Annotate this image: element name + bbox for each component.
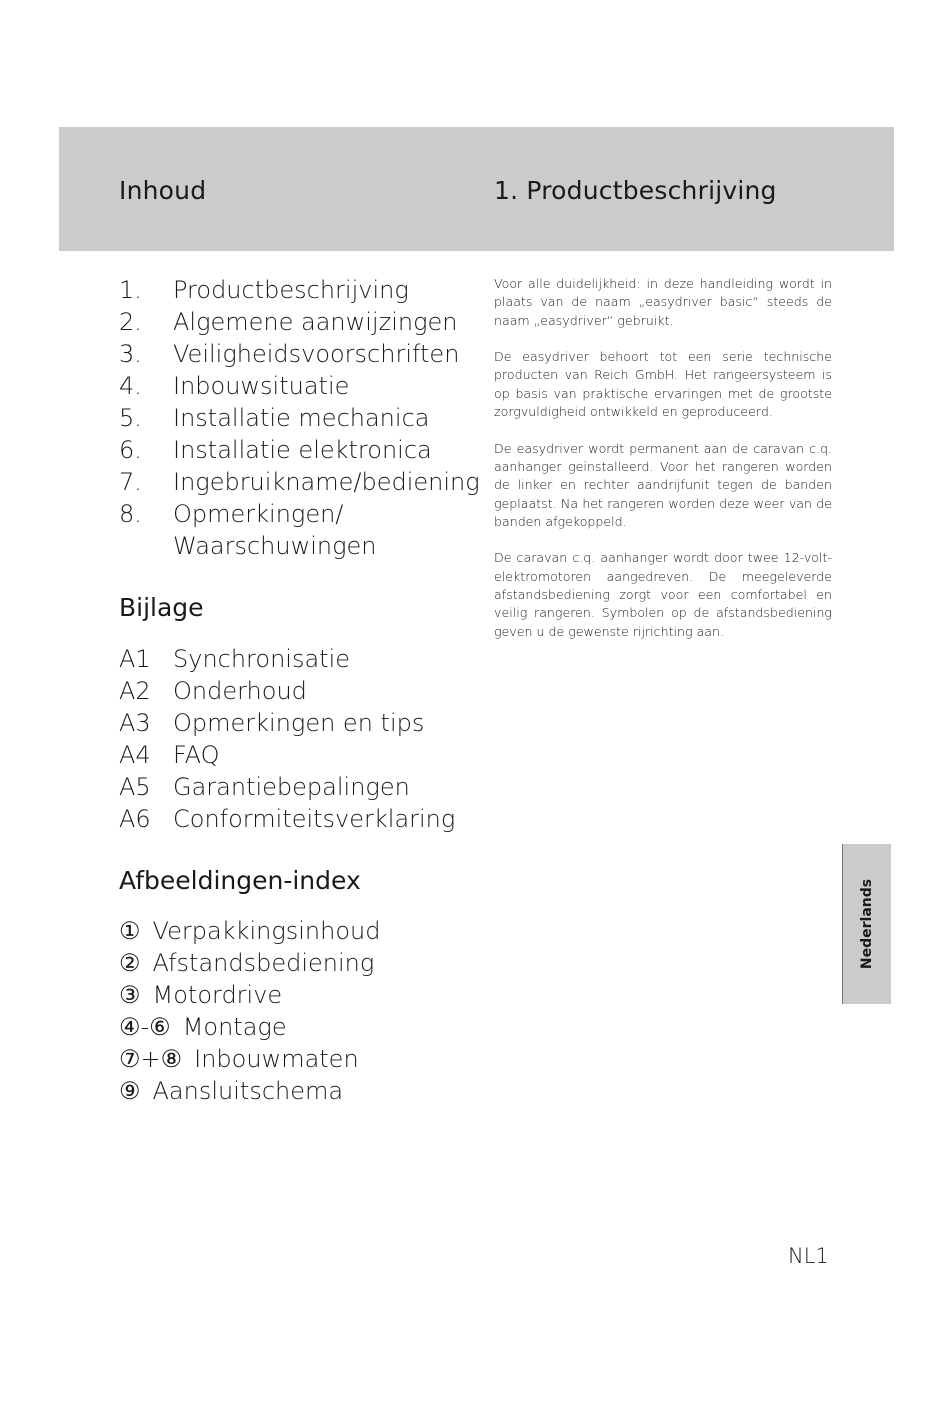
appendix-label: Garantiebepalingen bbox=[173, 773, 410, 801]
toc-number: 5. bbox=[119, 404, 142, 432]
figure-label: Montage bbox=[182, 1013, 287, 1041]
figure-item bbox=[119, 1075, 479, 1107]
figure-label: Afstandsbediening bbox=[152, 949, 375, 977]
figures-heading: Afbeeldingen-index bbox=[119, 866, 361, 895]
toc-item bbox=[119, 530, 479, 562]
toc-item bbox=[119, 466, 479, 498]
figure-number: ④-⑥ bbox=[119, 1013, 171, 1041]
toc-label: Installatie elektronica bbox=[173, 436, 432, 464]
figure-item bbox=[119, 1043, 479, 1075]
appendix-number: A1 bbox=[119, 645, 151, 673]
figure-label: Verpakkingsinhoud bbox=[152, 917, 381, 945]
appendix-list bbox=[119, 643, 479, 835]
toc-label: Waarschuwingen bbox=[173, 532, 377, 560]
toc-number: 3. bbox=[119, 340, 142, 368]
toc-label: Algemene aanwijzingen bbox=[173, 308, 458, 336]
product-description bbox=[494, 275, 832, 659]
toc-label: Ingebruikname/bediening bbox=[173, 468, 480, 496]
figure-item bbox=[119, 979, 479, 1011]
figure-label: Aansluitschema bbox=[152, 1077, 344, 1105]
appendix-item bbox=[119, 707, 479, 739]
appendix-heading: Bijlage bbox=[119, 593, 204, 622]
toc-label: Installatie mechanica bbox=[173, 404, 430, 432]
appendix-number: A4 bbox=[119, 741, 151, 769]
toc-number: 2. bbox=[119, 308, 142, 336]
toc-label: Veiligheidsvoorschriften bbox=[173, 340, 460, 368]
appendix-label: Opmerkingen en tips bbox=[173, 709, 425, 737]
appendix-label: Onderhoud bbox=[173, 677, 307, 705]
figure-label: Inbouwmaten bbox=[194, 1045, 359, 1073]
appendix-label: FAQ bbox=[173, 741, 220, 769]
page-number: NL1 bbox=[788, 1244, 829, 1268]
toc-item bbox=[119, 370, 479, 402]
toc-item bbox=[119, 434, 479, 466]
toc-item bbox=[119, 274, 479, 306]
figure-number: ⑨ bbox=[119, 1077, 141, 1105]
appendix-item bbox=[119, 675, 479, 707]
table-of-contents bbox=[119, 274, 479, 562]
appendix-item bbox=[119, 803, 479, 835]
language-tab bbox=[842, 844, 891, 1004]
figure-number: ② bbox=[119, 949, 141, 977]
body-paragraph: De caravan c.q. aanhanger wordt door twee 12-volt-elektromotoren aangedreven. De meegeleverde afstandsbediening zorgt voor een comfortabel en veilig rangeren. Symbolen op de afstandsbediening geven u de gewenste rijrichting aan. bbox=[494, 550, 832, 639]
figure-item bbox=[119, 947, 479, 979]
section-title: 1. Productbeschrijving bbox=[494, 176, 777, 205]
appendix-number: A5 bbox=[119, 773, 151, 801]
toc-number: 1. bbox=[119, 276, 142, 304]
appendix-number: A2 bbox=[119, 677, 151, 705]
appendix-label: Conformiteitsverklaring bbox=[173, 805, 456, 833]
appendix-number: A3 bbox=[119, 709, 151, 737]
toc-item bbox=[119, 338, 479, 370]
figure-label: Motordrive bbox=[152, 981, 283, 1009]
contents-title: Inhoud bbox=[119, 176, 207, 205]
figures-list bbox=[119, 915, 479, 1107]
appendix-number: A6 bbox=[119, 805, 151, 833]
toc-label: Opmerkingen/ bbox=[173, 500, 344, 528]
figure-number: ① bbox=[119, 917, 141, 945]
body-paragraph: De easydriver wordt permanent aan de caravan c.q. aanhanger geïnstalleerd. Voor het rangeren worden de linker en rechter aandrijfunit tegen de banden geplaatst. Na het rangeren worden deze weer van de banden afgekoppeld. bbox=[494, 440, 832, 529]
toc-number bbox=[119, 530, 173, 562]
figure-item bbox=[119, 915, 479, 947]
appendix-item bbox=[119, 643, 479, 675]
appendix-label: Synchronisatie bbox=[173, 645, 351, 673]
toc-label: Productbeschrijving bbox=[173, 276, 409, 304]
toc-number: 7. bbox=[119, 468, 142, 496]
figure-number: ⑦+⑧ bbox=[119, 1045, 183, 1073]
toc-item bbox=[119, 498, 479, 530]
appendix-item bbox=[119, 739, 479, 771]
figure-number: ③ bbox=[119, 981, 141, 1009]
figure-item bbox=[119, 1011, 479, 1043]
language-tab-label: Nederlands bbox=[859, 878, 875, 970]
toc-item bbox=[119, 402, 479, 434]
toc-item bbox=[119, 306, 479, 338]
toc-number: 8. bbox=[119, 500, 142, 528]
appendix-item bbox=[119, 771, 479, 803]
toc-number: 4. bbox=[119, 372, 142, 400]
body-paragraph: Voor alle duidelijkheid: in deze handleiding wordt in plaats van de naam „easydriver basic“ steeds de naam „easydriver“ gebruikt. bbox=[494, 276, 832, 328]
toc-number: 6. bbox=[119, 436, 142, 464]
body-paragraph: De easydriver behoort tot een serie technische producten van Reich GmbH. Het rangeersysteem is op basis van praktische ervaringen met de grootste zorgvuldigheid ontwikkeld en geproduceerd. bbox=[494, 349, 832, 420]
toc-label: Inbouwsituatie bbox=[173, 372, 350, 400]
